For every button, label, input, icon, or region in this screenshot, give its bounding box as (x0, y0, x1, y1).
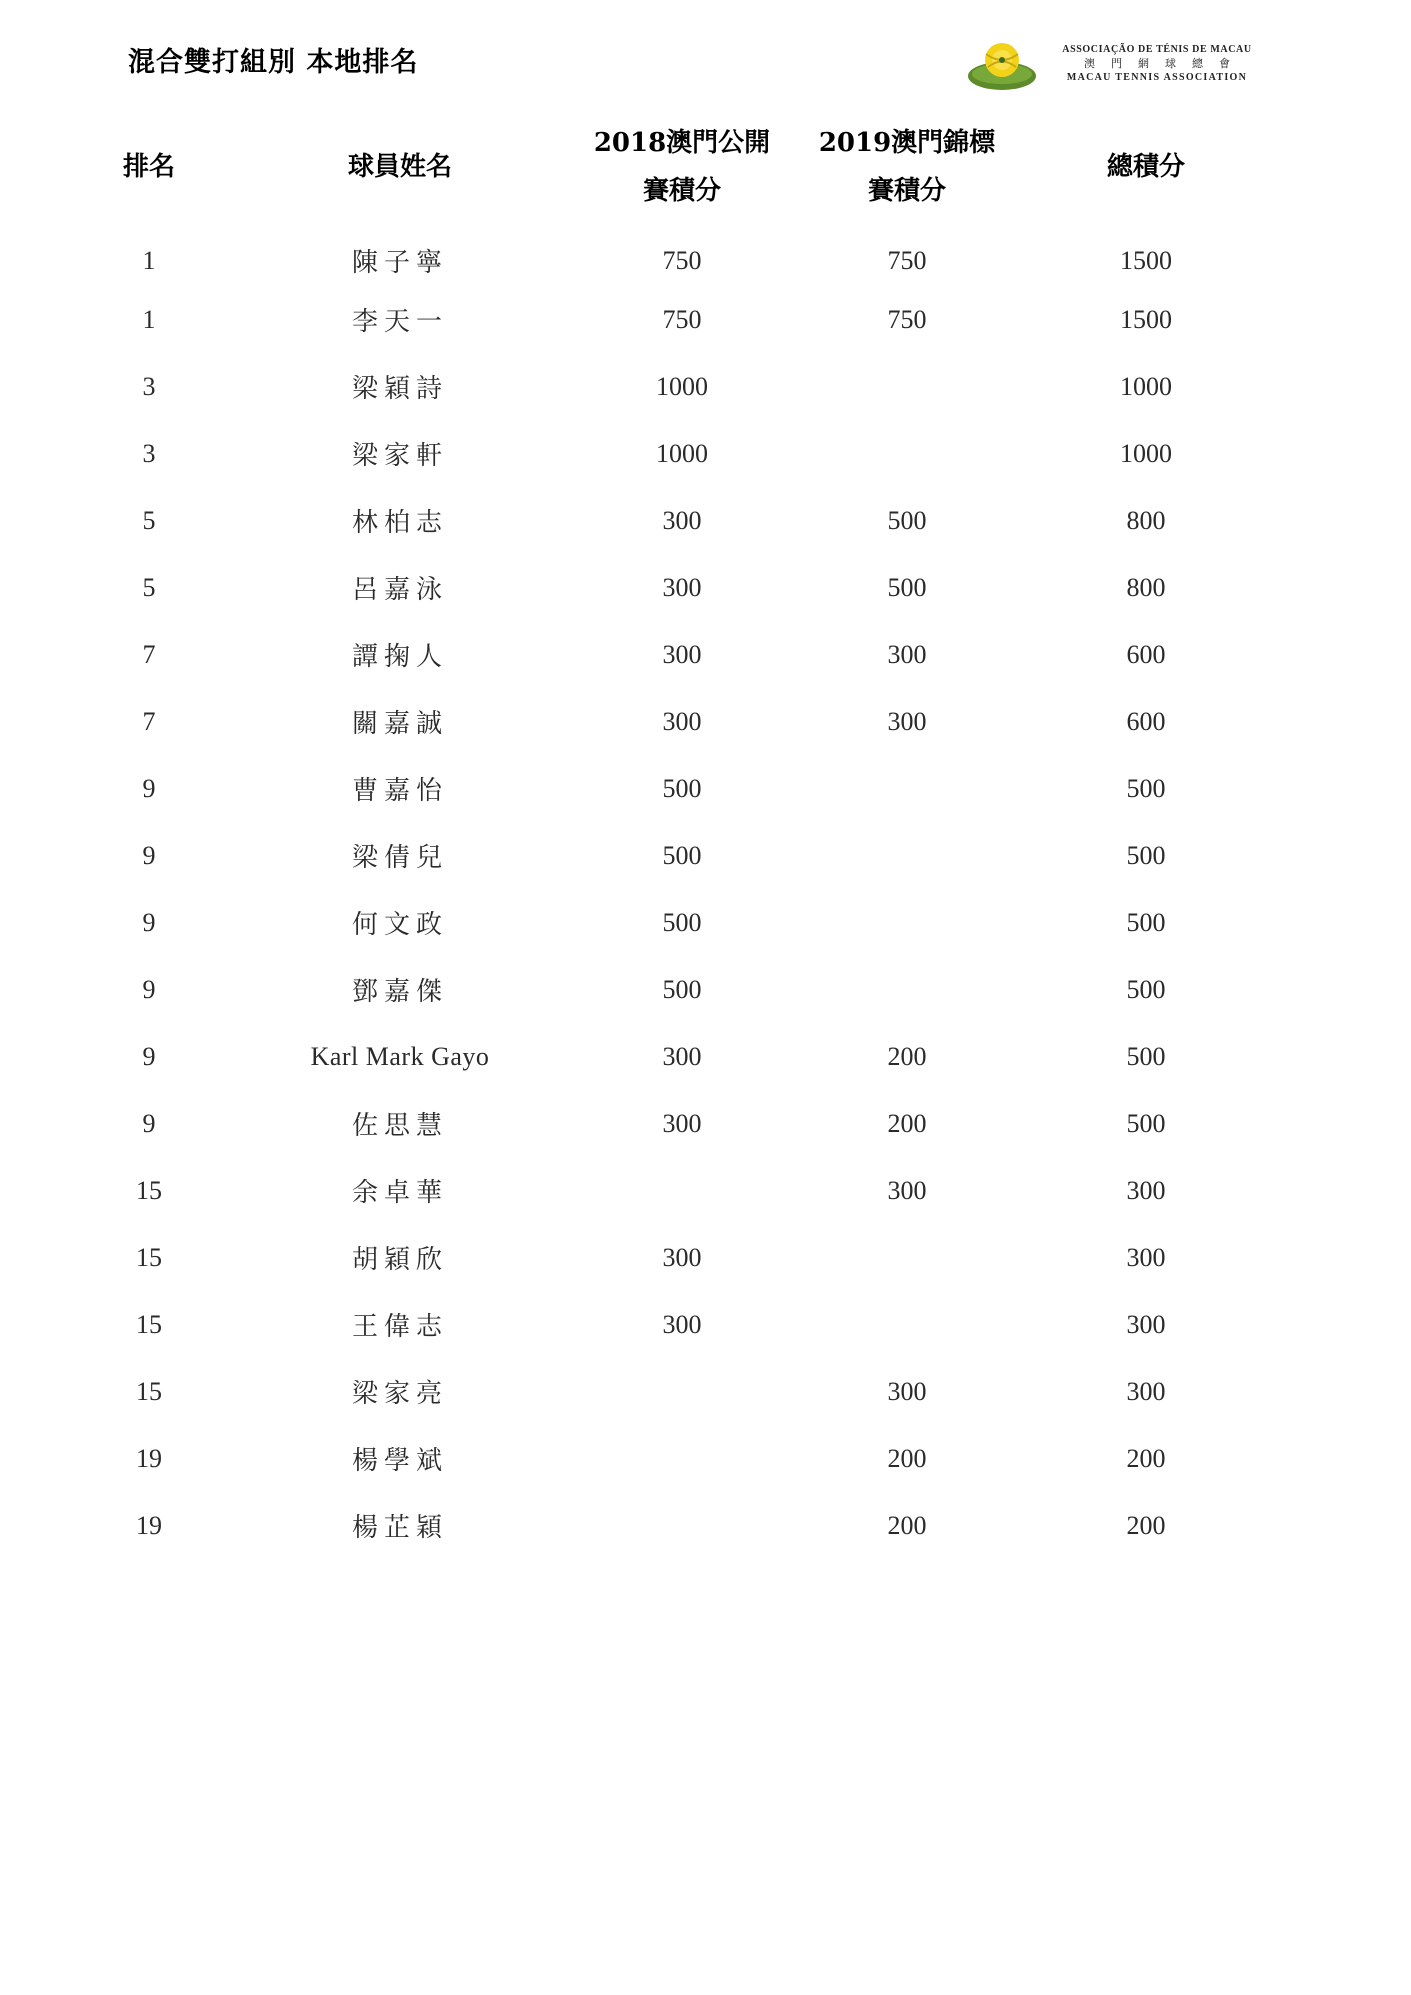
table-row (70, 286, 1270, 353)
total-points-cell: 800 (1126, 572, 1166, 602)
header-2019-champ-line1: 2019澳門錦標 (818, 128, 996, 158)
total-points-cell: 1000 (1120, 438, 1172, 468)
player-name-cell: 林柏志 (351, 508, 448, 538)
total-points-cell: 600 (1126, 639, 1166, 669)
header-player-name: 球員姓名 (347, 152, 452, 182)
table-row (70, 219, 1270, 286)
rank-cell: 1 (142, 245, 156, 275)
champ-2019-points-cell (792, 755, 1022, 822)
rank-cell: 9 (142, 773, 156, 803)
player-name-cell: 梁家軒 (351, 441, 448, 471)
rankings-table (70, 115, 1270, 1559)
logo-text (1052, 43, 1262, 85)
table-row (70, 1224, 1270, 1291)
open-2018-points-cell: 300 (662, 639, 702, 669)
open-2018-points-cell: 750 (662, 245, 702, 275)
champ-2019-points-cell: 500 (887, 572, 927, 602)
header-rank: 排名 (122, 152, 175, 182)
player-name-cell: 佐思慧 (351, 1111, 448, 1141)
table-row (70, 487, 1270, 554)
player-name-cell: 何文政 (351, 910, 448, 940)
total-points-cell: 200 (1126, 1443, 1166, 1473)
open-2018-points-cell: 500 (662, 907, 702, 937)
open-2018-points-cell: 1000 (656, 438, 708, 468)
header-2018-open-line1: 2018澳門公開 (593, 128, 771, 158)
rank-cell: 1 (142, 304, 156, 334)
total-points-cell: 500 (1126, 773, 1166, 803)
rank-cell: 5 (142, 572, 156, 602)
table-row (70, 956, 1270, 1023)
table-header-row (70, 115, 1270, 219)
association-logo (948, 30, 1268, 100)
rank-cell: 3 (142, 371, 156, 401)
table-row (70, 420, 1270, 487)
open-2018-points-cell (572, 1157, 792, 1224)
champ-2019-points-cell: 300 (887, 639, 927, 669)
champ-2019-points-cell (792, 1291, 1022, 1358)
player-name-cell: 曹嘉怡 (351, 776, 448, 806)
tennis-ball-logo-icon (966, 36, 1038, 92)
player-name-cell: Karl Mark Gayo (310, 1041, 490, 1071)
table-row (70, 688, 1270, 755)
rank-cell: 19 (136, 1510, 162, 1540)
champ-2019-points-cell (792, 420, 1022, 487)
total-points-cell: 300 (1126, 1175, 1166, 1205)
champ-2019-points-cell: 200 (887, 1108, 927, 1138)
open-2018-points-cell (572, 1358, 792, 1425)
header-2019-championship-points (792, 115, 1022, 219)
total-points-cell: 300 (1126, 1376, 1166, 1406)
open-2018-points-cell (572, 1425, 792, 1492)
player-name-cell: 余卓華 (351, 1178, 448, 1208)
open-2018-points-cell: 500 (662, 773, 702, 803)
rank-cell: 5 (142, 505, 156, 535)
player-name-cell: 梁穎詩 (351, 374, 448, 404)
total-points-cell: 600 (1126, 706, 1166, 736)
page-title: 混合雙打組別 本地排名 (128, 47, 419, 78)
champ-2019-points-cell: 300 (887, 1175, 927, 1205)
champ-2019-points-cell (792, 956, 1022, 1023)
open-2018-points-cell: 300 (662, 1108, 702, 1138)
total-points-cell: 800 (1126, 505, 1166, 535)
logo-name-portuguese: ASSOCIAÇÃO DE TÉNIS DE MACAU (1062, 44, 1252, 55)
rank-cell: 9 (142, 1041, 156, 1071)
total-points-cell: 500 (1126, 1108, 1166, 1138)
champ-2019-points-cell: 500 (887, 505, 927, 535)
rank-cell: 3 (142, 438, 156, 468)
table-row (70, 353, 1270, 420)
champ-2019-points-cell: 750 (887, 245, 927, 275)
champ-2019-points-cell (792, 889, 1022, 956)
table-row (70, 1358, 1270, 1425)
champ-2019-points-cell: 200 (887, 1041, 927, 1071)
player-name-cell: 鄧嘉傑 (351, 977, 448, 1007)
champ-2019-points-cell: 200 (887, 1510, 927, 1540)
total-points-cell: 1500 (1120, 245, 1172, 275)
rank-cell: 7 (142, 706, 156, 736)
rank-cell: 9 (142, 840, 156, 870)
rank-cell: 15 (136, 1175, 162, 1205)
table-row (70, 1157, 1270, 1224)
rank-cell: 15 (136, 1376, 162, 1406)
rank-cell: 9 (142, 1108, 156, 1138)
champ-2019-points-cell (792, 1224, 1022, 1291)
open-2018-points-cell: 300 (662, 572, 702, 602)
table-row (70, 1090, 1270, 1157)
total-points-cell: 300 (1126, 1309, 1166, 1339)
rank-cell: 9 (142, 974, 156, 1004)
player-name-cell: 梁家亮 (351, 1379, 448, 1409)
open-2018-points-cell: 300 (662, 1041, 702, 1071)
rank-cell: 15 (136, 1309, 162, 1339)
rankings-body (70, 219, 1270, 1559)
open-2018-points-cell: 300 (662, 505, 702, 535)
total-points-cell: 200 (1126, 1510, 1166, 1540)
total-points-cell: 1500 (1120, 304, 1172, 334)
header-2018-open-line2: 賽積分 (642, 176, 721, 206)
champ-2019-points-cell (792, 822, 1022, 889)
open-2018-points-cell: 750 (662, 304, 702, 334)
table-row (70, 755, 1270, 822)
rank-cell: 19 (136, 1443, 162, 1473)
total-points-cell: 500 (1126, 1041, 1166, 1071)
open-2018-points-cell (572, 1492, 792, 1559)
total-points-cell: 300 (1126, 1242, 1166, 1272)
player-name-cell: 王偉志 (351, 1312, 448, 1342)
player-name-cell: 楊芷穎 (351, 1513, 448, 1543)
table-row (70, 554, 1270, 621)
open-2018-points-cell: 500 (662, 974, 702, 1004)
table-row (70, 621, 1270, 688)
player-name-cell: 楊學斌 (351, 1446, 448, 1476)
table-row (70, 1425, 1270, 1492)
table-row (70, 889, 1270, 956)
open-2018-points-cell: 300 (662, 706, 702, 736)
total-points-cell: 500 (1126, 907, 1166, 937)
open-2018-points-cell: 300 (662, 1242, 702, 1272)
champ-2019-points-cell: 750 (887, 304, 927, 334)
champ-2019-points-cell: 300 (887, 706, 927, 736)
total-points-cell: 500 (1126, 974, 1166, 1004)
player-name-cell: 梁倩兒 (351, 843, 448, 873)
player-name-cell: 陳子寧 (351, 248, 448, 278)
logo-name-chinese: 澳門網球總會 (1084, 58, 1246, 70)
logo-name-english: MACAU TENNIS ASSOCIATION (1066, 72, 1248, 83)
champ-2019-points-cell (792, 353, 1022, 420)
header-2018-open-points (572, 115, 792, 219)
open-2018-points-cell: 1000 (656, 371, 708, 401)
open-2018-points-cell: 300 (662, 1309, 702, 1339)
champ-2019-points-cell: 200 (887, 1443, 927, 1473)
table-row (70, 1492, 1270, 1559)
player-name-cell: 李天一 (351, 307, 448, 337)
total-points-cell: 1000 (1120, 371, 1172, 401)
rank-cell: 15 (136, 1242, 162, 1272)
header-total-points: 總積分 (1106, 152, 1185, 182)
table-row (70, 822, 1270, 889)
rank-cell: 7 (142, 639, 156, 669)
player-name-cell: 胡穎欣 (351, 1245, 448, 1275)
open-2018-points-cell: 500 (662, 840, 702, 870)
table-row (70, 1023, 1270, 1090)
header-2019-champ-line2: 賽積分 (867, 176, 946, 206)
player-name-cell: 關嘉誠 (351, 709, 448, 739)
player-name-cell: 譚掬人 (351, 642, 448, 672)
total-points-cell: 500 (1126, 840, 1166, 870)
player-name-cell: 呂嘉泳 (351, 575, 448, 605)
table-row (70, 1291, 1270, 1358)
champ-2019-points-cell: 300 (887, 1376, 927, 1406)
rank-cell: 9 (142, 907, 156, 937)
